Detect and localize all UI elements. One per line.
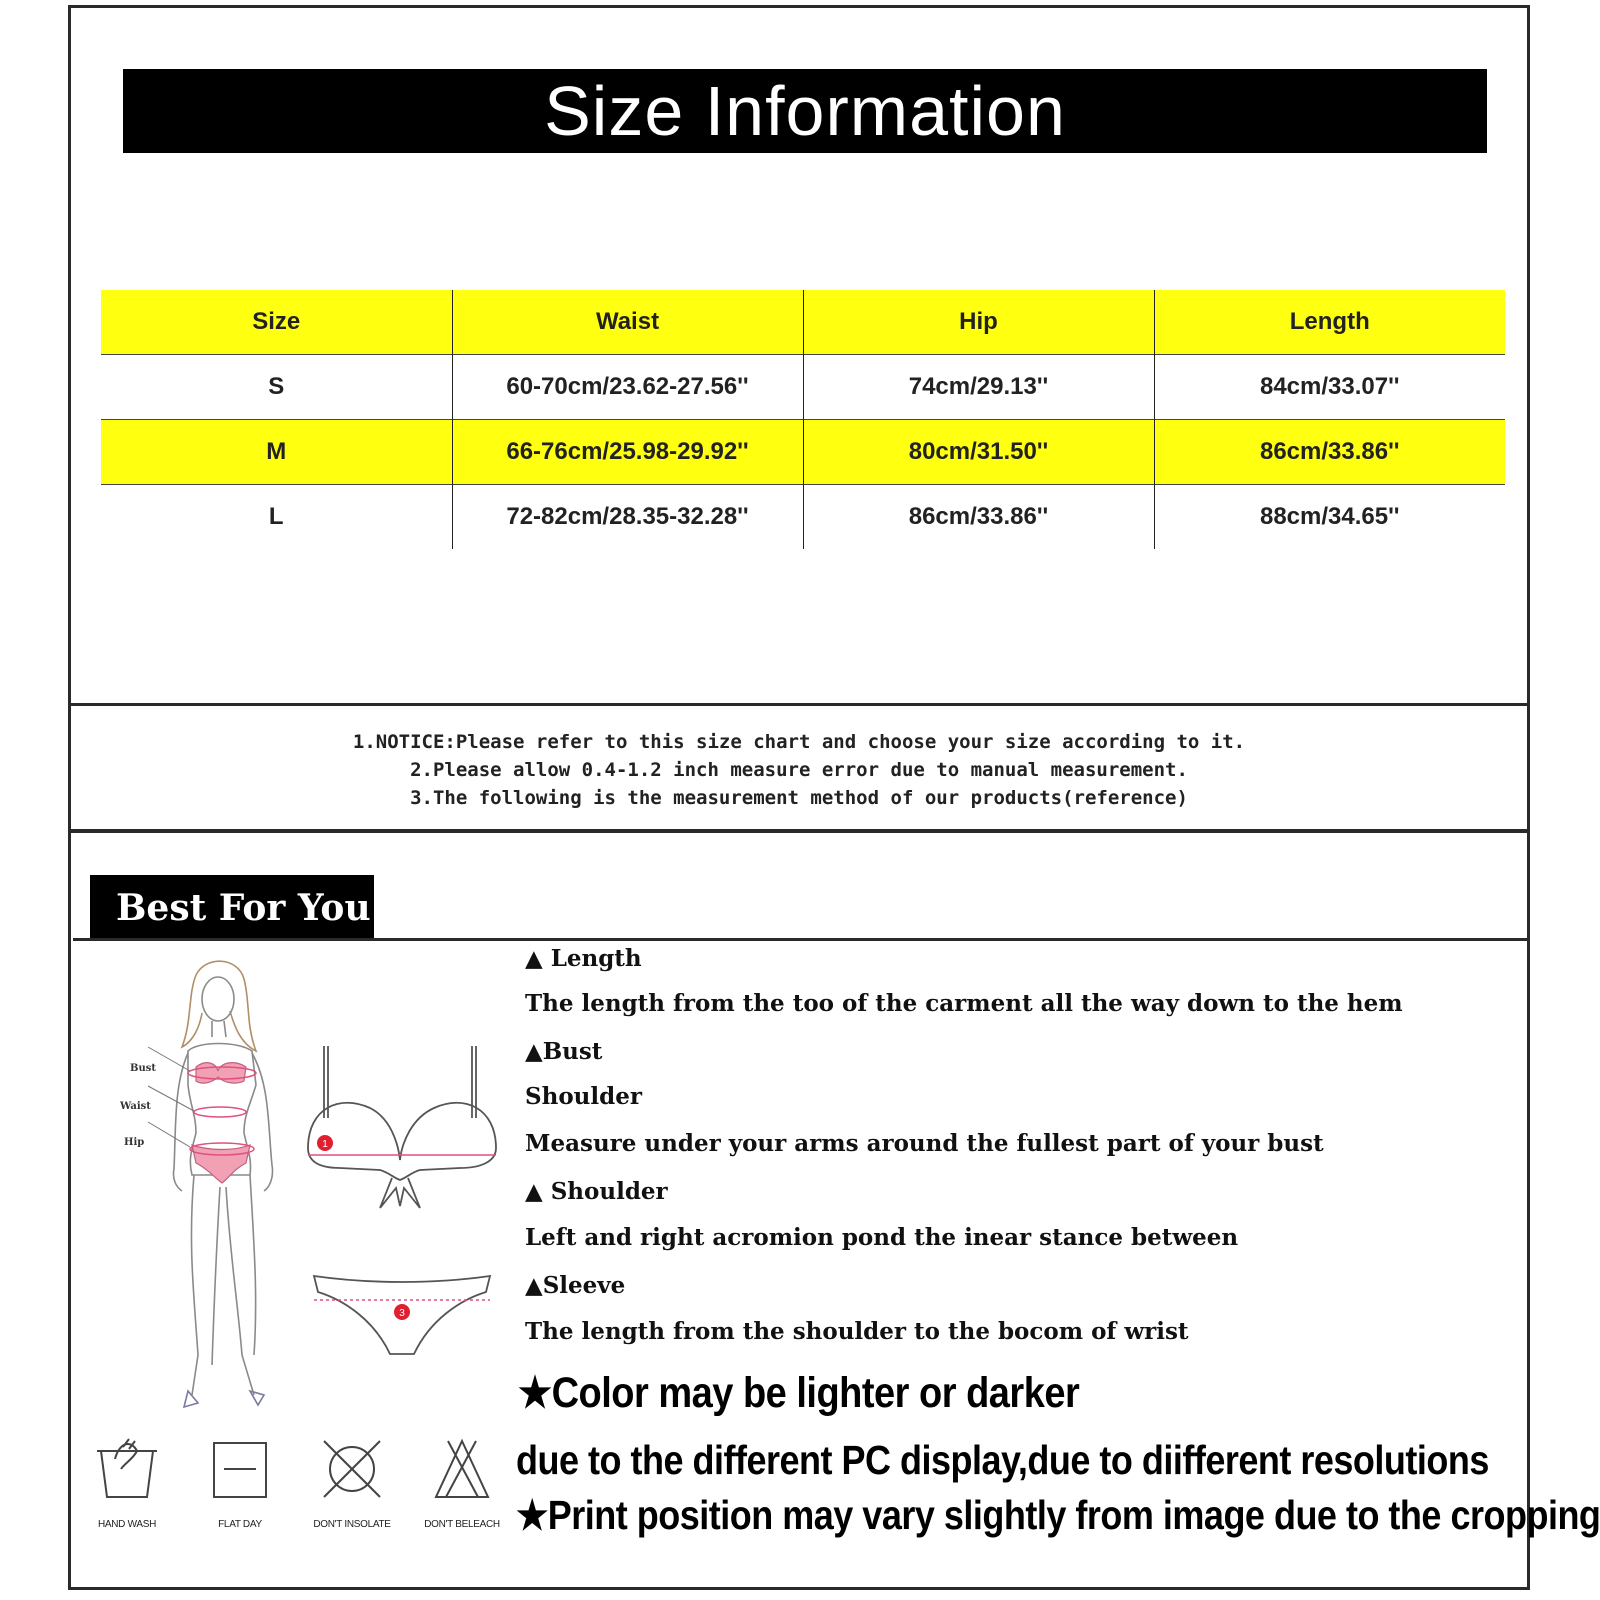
header-waist: Waist [452, 290, 803, 355]
care-dont-insolate [302, 1437, 402, 1530]
notice-block [68, 728, 1530, 812]
care-dont-bleach [412, 1437, 512, 1530]
cell-waist: 66-76cm/25.98-29.92'' [452, 420, 803, 485]
care-label: HAND WASH [97, 1519, 157, 1530]
model-figure-icon [118, 955, 308, 1415]
cell-waist: 60-70cm/23.62-27.56'' [452, 355, 803, 420]
table-row [101, 355, 1505, 420]
care-flat-dry [190, 1437, 290, 1530]
notice-line: 1.NOTICE:Please refer to this size chart and choose your size according to it. [352, 731, 1246, 753]
marker-1: 1 [322, 1139, 328, 1150]
length-description: The length from the too of the carment all the way down to the hem [525, 990, 1403, 1017]
sleeve-heading: ▲Sleeve [525, 1272, 626, 1299]
header-length: Length [1154, 290, 1505, 355]
care-label: DON'T INSOLATE [313, 1519, 391, 1530]
cell-hip: 74cm/29.13'' [803, 355, 1154, 420]
bust-description: Measure under your arms around the fullest part of your bust [525, 1130, 1324, 1157]
color-note: ★Color may be lighter or darker [518, 1370, 1080, 1418]
no-tumble-dry-icon [320, 1437, 384, 1501]
care-hand-wash [77, 1437, 177, 1530]
page-title: Size Information [123, 69, 1487, 153]
header-size: Size [252, 308, 301, 335]
table-row [101, 420, 1505, 485]
panty-diagram-icon [310, 1270, 495, 1360]
cell-size: S [268, 373, 285, 400]
notice-line: 2.Please allow 0.4-1.2 inch measure error due to manual measurement. [410, 759, 1188, 781]
no-bleach-icon [430, 1437, 494, 1501]
cell-length: 84cm/33.07'' [1154, 355, 1505, 420]
divider [68, 829, 1530, 833]
shoulder-heading: ▲ Shoulder [525, 1178, 668, 1205]
shoulder-subheading: Shoulder [525, 1083, 642, 1110]
bust-heading: ▲Bust [525, 1038, 603, 1065]
cell-length: 86cm/33.86'' [1154, 420, 1505, 485]
table-row [101, 485, 1505, 550]
care-label: FLAT DAY [218, 1519, 262, 1530]
best-for-you-heading: Best For You [90, 875, 374, 941]
divider [73, 938, 1529, 941]
cell-size: M [266, 438, 287, 465]
divider [68, 703, 1530, 706]
notice-line: 3.The following is the measurement method of our products(reference) [410, 787, 1188, 809]
care-label: DON'T BELEACH [424, 1519, 500, 1530]
print-note: ★Print position may vary slightly from image due to the cropping [516, 1492, 1600, 1538]
marker-3: 3 [399, 1308, 405, 1319]
flat-dry-icon [208, 1437, 272, 1501]
sleeve-description: The length from the shoulder to the bocom of wrist [525, 1318, 1189, 1345]
cell-hip: 86cm/33.86'' [803, 485, 1154, 550]
table-header-row [101, 290, 1505, 355]
cell-waist: 72-82cm/28.35-32.28'' [452, 485, 803, 550]
waist-label: Waist [120, 1101, 151, 1112]
shoulder-description: Left and right acromion pond the inear stance between [525, 1224, 1239, 1251]
display-note: due to the different PC display,due to diifferent resolutions [516, 1437, 1489, 1483]
header-hip: Hip [803, 290, 1154, 355]
size-table [101, 290, 1505, 549]
hand-wash-icon [95, 1437, 159, 1501]
cell-size: L [268, 503, 284, 530]
cell-length: 88cm/34.65'' [1154, 485, 1505, 550]
bra-diagram-icon [300, 1038, 505, 1218]
hip-label: Hip [124, 1137, 145, 1148]
bust-label: Bust [130, 1063, 156, 1074]
length-heading: ▲ Length [525, 945, 642, 972]
cell-hip: 80cm/31.50'' [803, 420, 1154, 485]
